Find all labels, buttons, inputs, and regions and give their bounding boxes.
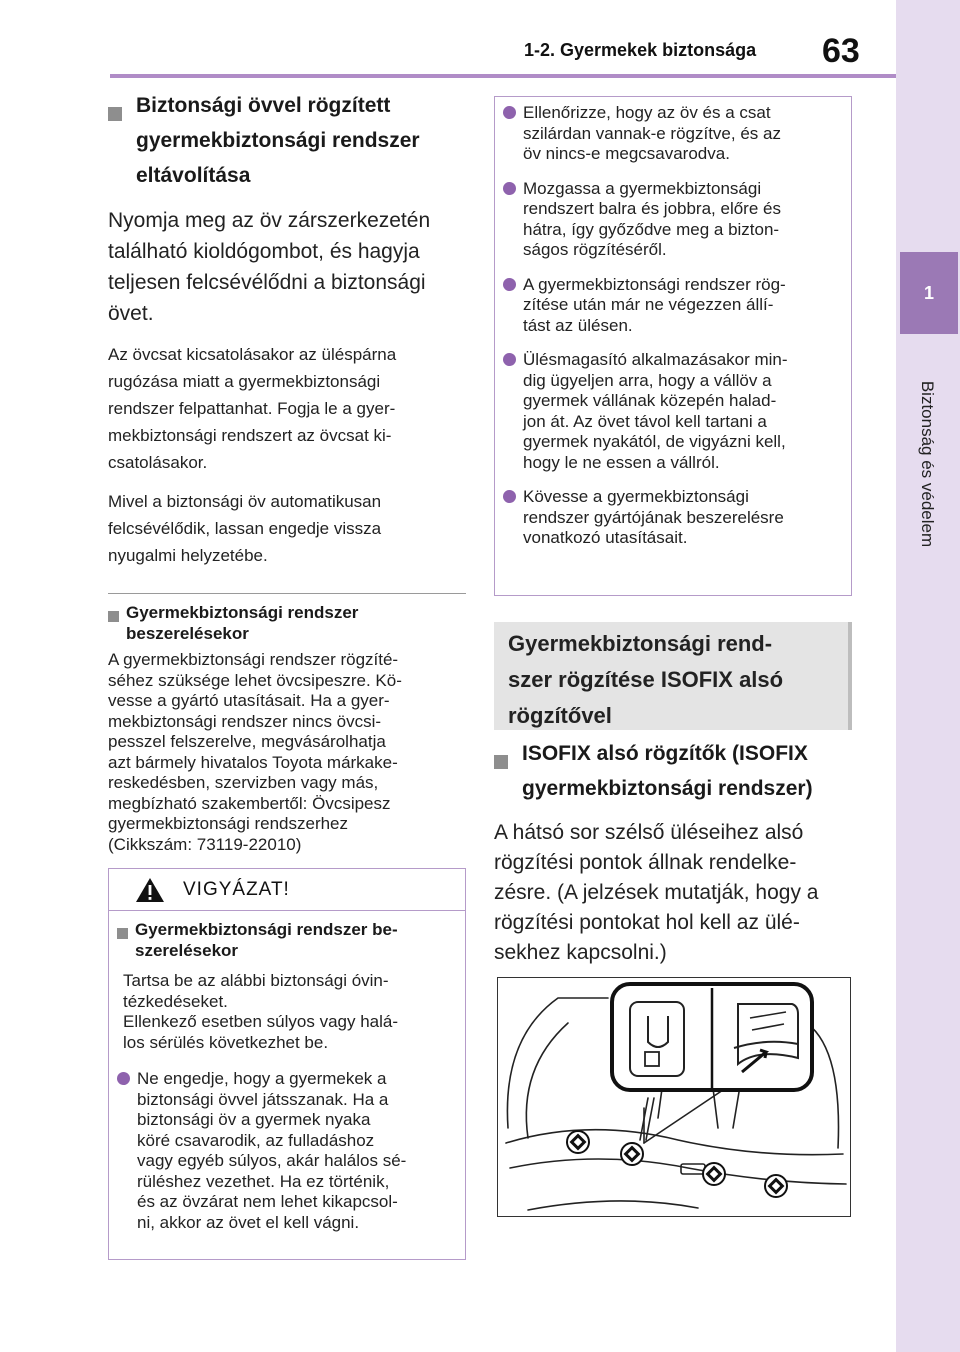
header-rule xyxy=(110,74,896,78)
bullet-dot-icon xyxy=(503,182,516,195)
side-tab-label: Biztonság és védelem xyxy=(918,380,937,548)
warning-bullet: Ne engedje, hogy a gyermekek a biztonsági övvel játsszanak. Ha a biztonsági öv a gyermek nyaka köré csavarodik, az fulladáshoz vagy egyéb súlyos, akár halálos sé- rüléshez vezethet. Ha ez történik, és az övzárat nem lehet kikapcsol- ni, akkor az övet el kell vágni. xyxy=(117,1069,451,1233)
paragraph-retract-note: Mivel a biztonsági öv automatikusan felcsévélődik, lassan engedje vissza nyugalmi helyzetébe. xyxy=(108,492,382,565)
isofix-paragraph: A hátsó sor szélső üléseihez alsó rögzítési pontok állnak rendelke- zésre. (A jelzések mutatják, hogy a rögzítési pontokat hol kell az ülé- sekhez kapcsolni.) xyxy=(494,821,819,964)
chapter-title: 1-2. Gyermekek biztonsága xyxy=(524,40,757,60)
list-item: Ülésmagasító alkalmazásakor min- dig ügyeljen arra, hogy a vállöv a gyermek vállának közepén halad- jon át. Az övet távol kell tartani a gyermek nyakától, de vigyázni kell, hogy le ne essen a vállról. xyxy=(503,350,841,473)
list-item: Kövesse a gyermekbiztonsági rendszer gyártójának beszerelésre vonatkozó utasításait. xyxy=(503,487,841,549)
square-bullet-icon xyxy=(108,107,122,121)
square-bullet-icon xyxy=(108,611,119,622)
square-bullet-icon xyxy=(494,755,508,769)
note-heading-installation: Gyermekbiztonsági rendszer beszerelésekor xyxy=(108,602,466,644)
section-heading-isofix: Gyermekbiztonsági rend- szer rögzítése ISOFIX alsó rögzítővel xyxy=(494,622,852,730)
section-heading-removal: Biztonsági övvel rögzített gyermekbiztonsági rendszer eltávolítása xyxy=(108,88,466,193)
note-body-clip: A gyermekbiztonsági rendszer rögzíté- séhez szüksége lehet övcsipeszre. Kö- vesse a gyártó utasításait. Ha a gyer- mekbiztonsági rendszer nincs övcsi- pesszel felszerelve, megvásárolhatja azt bármely hivatalos Toyota márkake- reskedésben, szervizben vagy más, megbízható szakembertől: Övcsipesz gyermekbiztonsági rendszerhez (Cikkszám: 73119-22010) xyxy=(108,650,402,854)
isofix-illustration xyxy=(497,977,851,1217)
bullet-dot-icon xyxy=(503,106,516,119)
square-bullet-icon xyxy=(117,928,128,939)
paragraph-cushion-note: Az övcsat kicsatolásakor az üléspárna rugózása miatt a gyermekbiztonsági rendszer felpattanhat. Fogja le a gyer- mekbiztonsági rendszert az övcsat ki- csatolásakor. xyxy=(108,345,397,472)
rear-seat-drawing xyxy=(498,978,851,1217)
bullet-dot-icon xyxy=(503,490,516,503)
isofix-detail-inset xyxy=(612,984,812,1090)
side-tab-number: 1 xyxy=(900,252,958,334)
warning-text: Tartsa be az alábbi biztonsági óvin- tézkedéseket. Ellenkező esetben súlyos vagy halá- los sérülés következhet be. xyxy=(123,971,398,1052)
paragraph-release-belt: Nyomja meg az öv zárszerkezetén található kioldógombot, és hagyja teljesen felcsévélődni a biztonsági övet. xyxy=(108,209,431,325)
warning-sub-heading: Gyermekbiztonsági rendszer be- szerelésekor xyxy=(117,919,451,961)
warning-box xyxy=(108,868,466,1260)
isofix-sub-heading: ISOFIX alsó rögzítők (ISOFIX gyermekbiztonsági rendszer) xyxy=(494,736,864,806)
left-column xyxy=(108,88,466,855)
bullet-dot-icon xyxy=(503,353,516,366)
warning-triangle-icon xyxy=(135,877,165,903)
divider xyxy=(108,593,466,594)
isofix-description xyxy=(494,736,864,968)
list-item: Ellenőrizze, hogy az öv és a csat szilárdan vannak-e rögzítve, és az öv nincs-e megcsavarodva. xyxy=(503,103,841,165)
bullet-dot-icon xyxy=(503,278,516,291)
page-number: 63 xyxy=(822,32,860,70)
bullet-dot-icon xyxy=(117,1072,130,1085)
precaution-box xyxy=(494,96,852,596)
warning-title-bar xyxy=(109,869,465,911)
warning-title: VIGYÁZAT! xyxy=(183,878,290,900)
list-item: A gyermekbiztonsági rendszer rög- zítése után már ne végezzen állí- tást az ülésen. xyxy=(503,275,841,337)
list-item: Mozgassa a gyermekbiztonsági rendszert balra és jobbra, előre és hátra, így győződve meg a bizton- ságos rögzítéséről. xyxy=(503,179,841,261)
side-tab xyxy=(896,0,960,1352)
